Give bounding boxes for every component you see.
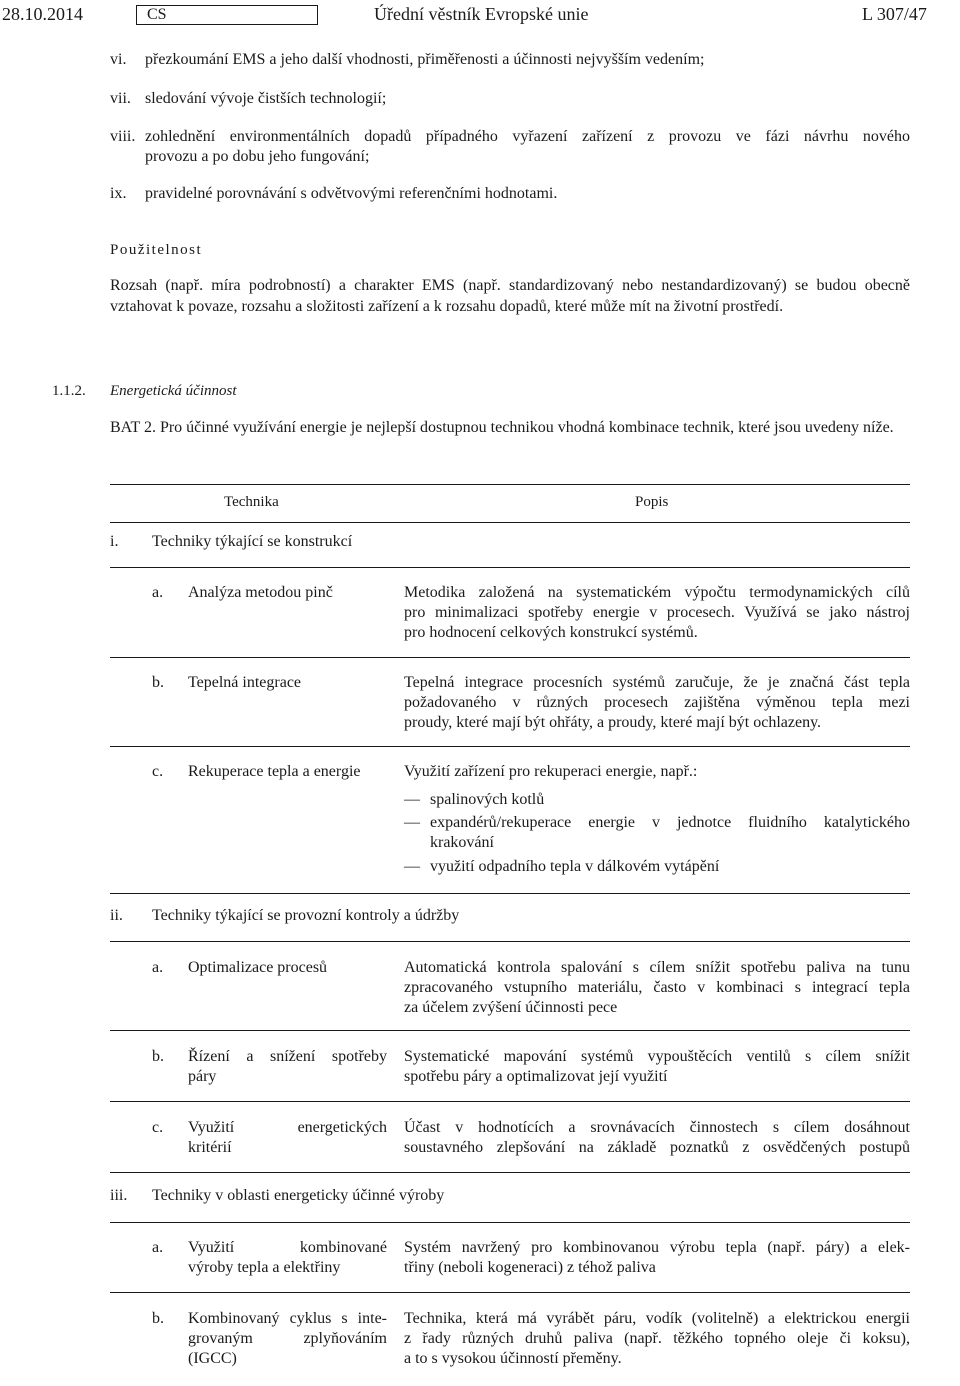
row-technique: Rekuperace tepla a energie [188,763,361,780]
section-title: Energetická účinnost [110,383,237,399]
table-row-rule [110,1172,910,1173]
header-date: 28.10.2014 [2,4,83,24]
list-item-text: provozu a po dobu jeho fungování; [145,148,370,165]
dash-list-item: — využití odpadního tepla v dálkovém vytápění [404,858,720,875]
table-row-rule [110,1101,910,1102]
group-number: ii. [110,907,123,924]
row-technique: Analýza metodou pinč [188,584,333,601]
row-technique: Řízení a snížení spotřeby páry [188,1048,387,1085]
row-technique: Optimalizace procesů [188,959,328,976]
row-letter: c. [152,763,164,780]
row-letter: b. [152,1048,164,1065]
row-description: Využití zařízení pro rekuperaci energie, např.: — spalinových kotlů — expandérů/rekuperace energie v jednotce fluidního katalytického krakování — využití odpadního tepla v dálkovém vytápění [404,763,910,875]
row-description: Systém navržený pro kombinovanou výrobu tepla (např. páry) a elek- třiny (neboli kogeneraci) z téhož paliva [404,1239,910,1276]
row-letter: a. [152,1239,164,1256]
row-letter: c. [152,1119,164,1136]
table-row-rule [110,1222,910,1223]
list-item-text: přezkoumání EMS a jeho další vhodnosti, přiměřenosti a účinnosti nejvyšším vedením; [145,51,705,68]
em-dash: — [404,814,420,831]
list-item-text: sledování vývoje čistších technologií; [145,90,387,107]
applicability-text: Rozsah (např. míra podrobností) a charakter EMS (např. standardizovaný nebo nestandardizovaný) se budou obecně vztahovat k povaze, rozsahu a složitosti zařízení a k rozsahu dopadů, které může mít na životní prostředí. [110,277,910,315]
table-header-description: Popis [635,494,669,510]
em-dash: — [404,791,420,808]
list-item [110,50,910,70]
group-title: Techniky týkající se provozní kontroly a údržby [152,907,460,924]
dash-list-item: — expandérů/rekuperace energie v jednotce fluidního katalytického krakování [404,814,910,851]
list-item-text: pravidelné porovnávání s odvětvovými referenčními hodnotami. [145,185,558,202]
group-number: i. [110,533,119,550]
bat-text: BAT 2. Pro účinné využívání energie je nejlepší dostupnou technikou vhodná kombinace technik, které jsou uvedeny níže. [110,419,894,436]
dash-list-item: — spalinových kotlů [404,791,545,808]
row-description: Technika, která má vyrábět páru, vodík (volitelně) a elektrickou energii z řady různých druhů paliva (např. těžkého topného oleje či koksu), a to s vysokou účinností přeměny. [404,1310,910,1367]
row-description: Účast v hodnotících a srovnávacích činnostech s cílem dosáhnout soustavného zlepšování na základě poznatků z osvědčených postupů [404,1119,910,1156]
row-letter: b. [152,674,164,691]
group-title: Techniky týkající se konstrukcí [152,533,353,550]
list-item-number: vi. [110,51,127,68]
section-number: 1.1.2. [52,383,86,399]
group-number: iii. [110,1187,128,1204]
list-item-text: zohlednění environmentálních dopadů případného vyřazení zařízení z provozu ve fázi návrhu nového [145,128,910,145]
row-letter: a. [152,959,164,976]
list-item [110,127,910,167]
row-description: Metodika založená na systematickém výpočtu termodynamických cílů pro minimalizaci spotřeby energie v procesech. Využívá se jako nástroj pro hodnocení celkových konstrukcí systémů. [404,584,910,641]
row-letter: b. [152,1310,164,1327]
list-item [110,89,910,109]
row-technique: Tepelná integrace [188,674,302,691]
list-item [110,184,910,204]
table-header-rule [110,522,910,523]
table-header-technique: Technika [224,494,279,510]
header-language-box [136,5,318,25]
em-dash: — [404,858,420,875]
table-row-rule [110,657,910,658]
row-technique: Kombinovaný cyklus s inte- grovaným zplyňováním (IGCC) [188,1310,387,1367]
table-row-rule [110,746,910,747]
table-row-rule [110,1292,910,1293]
row-technique: Využití energetických kritérií [188,1119,387,1156]
table-row-rule [110,941,910,942]
row-description: Automatická kontrola spalování s cílem snížit spotřebu paliva na tunu zpracovaného vstupního materiálu, často v kombinaci s integrací tepla za účelem zvýšení účinnosti pece [404,959,910,1016]
list-item-number: vii. [110,90,131,107]
table-top-rule [110,484,910,485]
applicability-heading: Použitelnost [110,242,203,258]
header-language: CS [147,6,167,23]
header-journal-title: Úřední věstník Evropské unie [374,4,589,24]
list-item-number: viii. [110,128,136,145]
table-row-rule [110,893,910,894]
row-description: Systematické mapování systémů vypouštěcích ventilů s cílem snížit spotřebu páry a optimalizovat její využití [404,1048,910,1085]
table-row-rule [110,1030,910,1031]
group-title: Techniky v oblasti energeticky účinné výroby [152,1187,445,1204]
header-page-ref: L 307/47 [862,4,927,24]
list-item-number: ix. [110,185,127,202]
row-technique: Využití kombinované výroby tepla a elektřiny [188,1239,387,1276]
table-row-rule [110,567,910,568]
row-letter: a. [152,584,164,601]
row-description: Tepelná integrace procesních systémů zaručuje, že je značná část tepla požadovaného v různých procesech zajištěna výměnou tepla mezi proudy, které mají být ohřáty, a proudy, které mají být ochlazeny. [404,674,910,731]
